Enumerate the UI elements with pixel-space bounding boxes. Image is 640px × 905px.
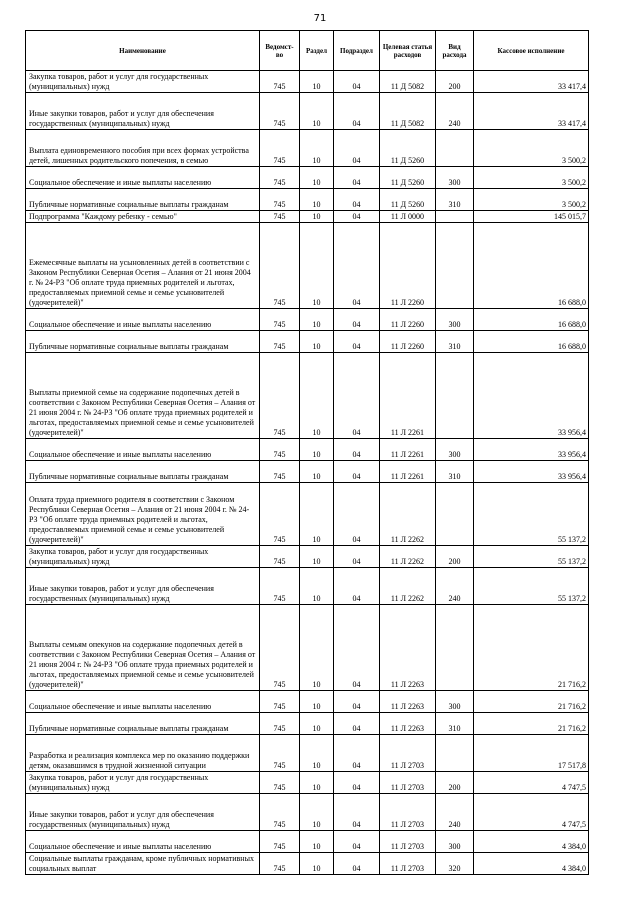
- row-vedomstvo-cell: 745: [260, 309, 300, 331]
- row-vid-cell: 310: [436, 189, 474, 211]
- row-razdel-cell: 10: [300, 568, 334, 605]
- row-vedomstvo-cell: 745: [260, 831, 300, 853]
- table-row: [26, 130, 589, 167]
- row-podrazdel-cell: 04: [334, 93, 380, 130]
- row-razdel-cell: 10: [300, 130, 334, 167]
- row-target-cell: 11 Л 2261: [380, 461, 436, 483]
- row-vedomstvo-cell: 745: [260, 71, 300, 93]
- budget-execution-table: [25, 30, 589, 875]
- row-amount-cell: 3 500,2: [474, 167, 589, 189]
- row-name-cell: Выплаты семьям опекунов на содержание подопечных детей в соответствии с Законом Республики Северная Осетия – Алания от 21 июня 2004 г. № 24-РЗ "Об оплате труда приемных родителей и льготах, предоставляемых приемной семье и семье усыновителей (удочерителей)": [26, 605, 260, 691]
- row-amount-cell: 3 500,2: [474, 130, 589, 167]
- row-podrazdel-cell: 04: [334, 331, 380, 353]
- row-vedomstvo-cell: 745: [260, 772, 300, 794]
- row-vedomstvo-cell: 745: [260, 461, 300, 483]
- row-vid-cell: 200: [436, 772, 474, 794]
- row-podrazdel-cell: 04: [334, 223, 380, 309]
- table-row: [26, 211, 589, 223]
- row-vid-cell: [436, 353, 474, 439]
- row-amount-cell: 4 384,0: [474, 853, 589, 875]
- row-amount-cell: 33 417,4: [474, 93, 589, 130]
- row-vedomstvo-cell: 745: [260, 735, 300, 772]
- row-podrazdel-cell: 04: [334, 439, 380, 461]
- row-vid-cell: 200: [436, 71, 474, 93]
- table-row: [26, 483, 589, 546]
- row-amount-cell: 55 137,2: [474, 568, 589, 605]
- row-amount-cell: 4 384,0: [474, 831, 589, 853]
- row-vid-cell: 240: [436, 93, 474, 130]
- row-amount-cell: 4 747,5: [474, 794, 589, 831]
- row-target-cell: 11 Л 2261: [380, 439, 436, 461]
- table-row: [26, 794, 589, 831]
- row-vid-cell: 300: [436, 439, 474, 461]
- row-name-cell: Разработка и реализация комплекса мер по оказанию поддержки детям, оказавшимся в трудной жизненной ситуации: [26, 735, 260, 772]
- row-name-cell: Выплаты приемной семье на содержание подопечных детей в соответствии с Законом Республики Северная Осетия – Алания от 21 июня 2004 г. № 24-РЗ "Об оплате труда приемных родителей и льготах, предоставляемых приемной семье и семье усыновителей (удочерителей)": [26, 353, 260, 439]
- row-vedomstvo-cell: 745: [260, 353, 300, 439]
- row-razdel-cell: 10: [300, 772, 334, 794]
- row-name-cell: Публичные нормативные социальные выплаты гражданам: [26, 461, 260, 483]
- row-razdel-cell: 10: [300, 439, 334, 461]
- table-row: [26, 71, 589, 93]
- row-name-cell: Закупка товаров, работ и услуг для государственных (муниципальных) нужд: [26, 71, 260, 93]
- row-vedomstvo-cell: 745: [260, 167, 300, 189]
- row-vid-cell: [436, 483, 474, 546]
- row-name-cell: Социальное обеспечение и иные выплаты населению: [26, 309, 260, 331]
- row-name-cell: Иные закупки товаров, работ и услуг для обеспечения государственных (муниципальных) нужд: [26, 568, 260, 605]
- row-target-cell: 11 Д 5260: [380, 189, 436, 211]
- table-row: [26, 167, 589, 189]
- row-name-cell: Публичные нормативные социальные выплаты гражданам: [26, 713, 260, 735]
- row-target-cell: 11 Л 2260: [380, 331, 436, 353]
- row-vid-cell: 300: [436, 691, 474, 713]
- row-razdel-cell: 10: [300, 211, 334, 223]
- row-target-cell: 11 Л 2263: [380, 713, 436, 735]
- table-row: [26, 461, 589, 483]
- row-vid-cell: 300: [436, 309, 474, 331]
- row-podrazdel-cell: 04: [334, 735, 380, 772]
- row-podrazdel-cell: 04: [334, 568, 380, 605]
- row-name-cell: Выплата единовременного пособия при всех формах устройства детей, лишенных родительского попечения, в семью: [26, 130, 260, 167]
- header-vid: Вид расхода: [436, 31, 474, 71]
- row-vedomstvo-cell: 745: [260, 546, 300, 568]
- row-vedomstvo-cell: 745: [260, 211, 300, 223]
- row-podrazdel-cell: 04: [334, 853, 380, 875]
- row-podrazdel-cell: 04: [334, 461, 380, 483]
- row-razdel-cell: 10: [300, 831, 334, 853]
- row-target-cell: 11 Л 0000: [380, 211, 436, 223]
- table-row: [26, 605, 589, 691]
- row-vedomstvo-cell: 745: [260, 713, 300, 735]
- row-vedomstvo-cell: 745: [260, 331, 300, 353]
- row-razdel-cell: 10: [300, 223, 334, 309]
- table-row: [26, 568, 589, 605]
- row-vid-cell: [436, 211, 474, 223]
- row-amount-cell: 21 716,2: [474, 713, 589, 735]
- row-name-cell: Социальное обеспечение и иные выплаты населению: [26, 831, 260, 853]
- row-razdel-cell: 10: [300, 189, 334, 211]
- row-name-cell: Иные закупки товаров, работ и услуг для обеспечения государственных (муниципальных) нужд: [26, 794, 260, 831]
- row-razdel-cell: 10: [300, 71, 334, 93]
- row-name-cell: Ежемесячные выплаты на усыновленных детей в соответствии с Законом Республики Северная Осетия – Алания от 21 июня 2004 г. № 24-РЗ "Об оплате труда приемных родителей и льготах, предоставляемых приемной семье и семье усыновителей (удочерителей)": [26, 223, 260, 309]
- row-amount-cell: 55 137,2: [474, 546, 589, 568]
- row-amount-cell: 33 956,4: [474, 353, 589, 439]
- row-razdel-cell: 10: [300, 691, 334, 713]
- row-razdel-cell: 10: [300, 353, 334, 439]
- row-podrazdel-cell: 04: [334, 71, 380, 93]
- table-row: [26, 772, 589, 794]
- table-row: [26, 353, 589, 439]
- row-vedomstvo-cell: 745: [260, 605, 300, 691]
- row-target-cell: 11 Л 2262: [380, 568, 436, 605]
- table-row: [26, 691, 589, 713]
- table-row: [26, 713, 589, 735]
- header-razdel: Раздел: [300, 31, 334, 71]
- row-target-cell: 11 Л 2703: [380, 853, 436, 875]
- row-name-cell: Публичные нормативные социальные выплаты гражданам: [26, 331, 260, 353]
- row-razdel-cell: 10: [300, 546, 334, 568]
- row-name-cell: Подпрограмма "Каждому ребенку - семью": [26, 211, 260, 223]
- row-target-cell: 11 Л 2260: [380, 309, 436, 331]
- row-amount-cell: 3 500,2: [474, 189, 589, 211]
- row-target-cell: 11 Д 5082: [380, 71, 436, 93]
- row-vid-cell: 300: [436, 831, 474, 853]
- row-vid-cell: [436, 605, 474, 691]
- row-vedomstvo-cell: 745: [260, 853, 300, 875]
- row-target-cell: 11 Д 5260: [380, 130, 436, 167]
- row-vedomstvo-cell: 745: [260, 130, 300, 167]
- row-amount-cell: 17 517,8: [474, 735, 589, 772]
- table-row: [26, 93, 589, 130]
- row-razdel-cell: 10: [300, 713, 334, 735]
- row-podrazdel-cell: 04: [334, 167, 380, 189]
- row-vid-cell: 200: [436, 546, 474, 568]
- row-razdel-cell: 10: [300, 483, 334, 546]
- row-razdel-cell: 10: [300, 605, 334, 691]
- row-target-cell: 11 Д 5260: [380, 167, 436, 189]
- table-row: [26, 309, 589, 331]
- row-target-cell: 11 Л 2262: [380, 483, 436, 546]
- row-name-cell: Закупка товаров, работ и услуг для государственных (муниципальных) нужд: [26, 546, 260, 568]
- row-name-cell: Социальное обеспечение и иные выплаты населению: [26, 167, 260, 189]
- row-razdel-cell: 10: [300, 331, 334, 353]
- row-podrazdel-cell: 04: [334, 831, 380, 853]
- row-razdel-cell: 10: [300, 853, 334, 875]
- row-podrazdel-cell: 04: [334, 713, 380, 735]
- row-amount-cell: 21 716,2: [474, 605, 589, 691]
- header-target: Целевая статья расходов: [380, 31, 436, 71]
- row-vid-cell: 310: [436, 461, 474, 483]
- row-vid-cell: [436, 735, 474, 772]
- table-row: [26, 331, 589, 353]
- row-razdel-cell: 10: [300, 735, 334, 772]
- row-amount-cell: 33 956,4: [474, 461, 589, 483]
- page-number: 71: [313, 13, 327, 24]
- table-row: [26, 831, 589, 853]
- row-vid-cell: 320: [436, 853, 474, 875]
- row-amount-cell: 16 688,0: [474, 223, 589, 309]
- row-podrazdel-cell: 04: [334, 546, 380, 568]
- row-vid-cell: [436, 223, 474, 309]
- row-amount-cell: 145 015,7: [474, 211, 589, 223]
- row-target-cell: 11 Л 2263: [380, 691, 436, 713]
- row-razdel-cell: 10: [300, 309, 334, 331]
- row-amount-cell: 16 688,0: [474, 331, 589, 353]
- row-vedomstvo-cell: 745: [260, 568, 300, 605]
- header-name: Наименование: [26, 31, 260, 71]
- row-vedomstvo-cell: 745: [260, 439, 300, 461]
- row-razdel-cell: 10: [300, 461, 334, 483]
- row-target-cell: 11 Л 2263: [380, 605, 436, 691]
- row-podrazdel-cell: 04: [334, 130, 380, 167]
- row-vid-cell: 310: [436, 331, 474, 353]
- row-vid-cell: 240: [436, 568, 474, 605]
- row-vid-cell: 300: [436, 167, 474, 189]
- row-vedomstvo-cell: 745: [260, 794, 300, 831]
- row-vedomstvo-cell: 745: [260, 483, 300, 546]
- table-row: [26, 853, 589, 875]
- table-row: [26, 439, 589, 461]
- table-row: [26, 223, 589, 309]
- row-podrazdel-cell: 04: [334, 794, 380, 831]
- row-vedomstvo-cell: 745: [260, 93, 300, 130]
- row-podrazdel-cell: 04: [334, 691, 380, 713]
- row-amount-cell: 21 716,2: [474, 691, 589, 713]
- row-vid-cell: [436, 130, 474, 167]
- row-amount-cell: 33 417,4: [474, 71, 589, 93]
- row-name-cell: Социальное обеспечение и иные выплаты населению: [26, 439, 260, 461]
- row-vedomstvo-cell: 745: [260, 691, 300, 713]
- table-row: [26, 189, 589, 211]
- header-cash: Кассовое исполнение: [474, 31, 589, 71]
- row-podrazdel-cell: 04: [334, 483, 380, 546]
- row-amount-cell: 55 137,2: [474, 483, 589, 546]
- row-name-cell: Социальное обеспечение и иные выплаты населению: [26, 691, 260, 713]
- row-razdel-cell: 10: [300, 93, 334, 130]
- row-amount-cell: 33 956,4: [474, 439, 589, 461]
- row-target-cell: 11 Л 2703: [380, 831, 436, 853]
- row-vid-cell: 240: [436, 794, 474, 831]
- row-target-cell: 11 Л 2703: [380, 735, 436, 772]
- row-podrazdel-cell: 04: [334, 189, 380, 211]
- row-name-cell: Публичные нормативные социальные выплаты гражданам: [26, 189, 260, 211]
- row-razdel-cell: 10: [300, 167, 334, 189]
- row-podrazdel-cell: 04: [334, 772, 380, 794]
- row-target-cell: 11 Д 5082: [380, 93, 436, 130]
- row-name-cell: Социальные выплаты гражданам, кроме публичных нормативных социальных выплат: [26, 853, 260, 875]
- row-podrazdel-cell: 04: [334, 605, 380, 691]
- table-row: [26, 546, 589, 568]
- row-target-cell: 11 Л 2703: [380, 772, 436, 794]
- row-razdel-cell: 10: [300, 794, 334, 831]
- row-podrazdel-cell: 04: [334, 353, 380, 439]
- table-row: [26, 735, 589, 772]
- row-podrazdel-cell: 04: [334, 309, 380, 331]
- row-target-cell: 11 Л 2260: [380, 223, 436, 309]
- row-vedomstvo-cell: 745: [260, 189, 300, 211]
- row-name-cell: Оплата труда приемного родителя в соответствии с Законом Республики Северная Осетия – Алания от 21 июня 2004 г. № 24-РЗ "Об оплате труда приемных родителей и льготах, предоставляемых приемной семье и семье усыновителей (удочерителей)": [26, 483, 260, 546]
- table-header-row: [26, 31, 589, 71]
- row-amount-cell: 4 747,5: [474, 772, 589, 794]
- row-vid-cell: 310: [436, 713, 474, 735]
- row-target-cell: 11 Л 2261: [380, 353, 436, 439]
- row-target-cell: 11 Л 2703: [380, 794, 436, 831]
- header-vedomstvo: Ведомст-во: [260, 31, 300, 71]
- row-podrazdel-cell: 04: [334, 211, 380, 223]
- row-amount-cell: 16 688,0: [474, 309, 589, 331]
- header-podrazdel: Подраздел: [334, 31, 380, 71]
- row-name-cell: Закупка товаров, работ и услуг для государственных (муниципальных) нужд: [26, 772, 260, 794]
- row-vedomstvo-cell: 745: [260, 223, 300, 309]
- row-target-cell: 11 Л 2262: [380, 546, 436, 568]
- row-name-cell: Иные закупки товаров, работ и услуг для обеспечения государственных (муниципальных) нужд: [26, 93, 260, 130]
